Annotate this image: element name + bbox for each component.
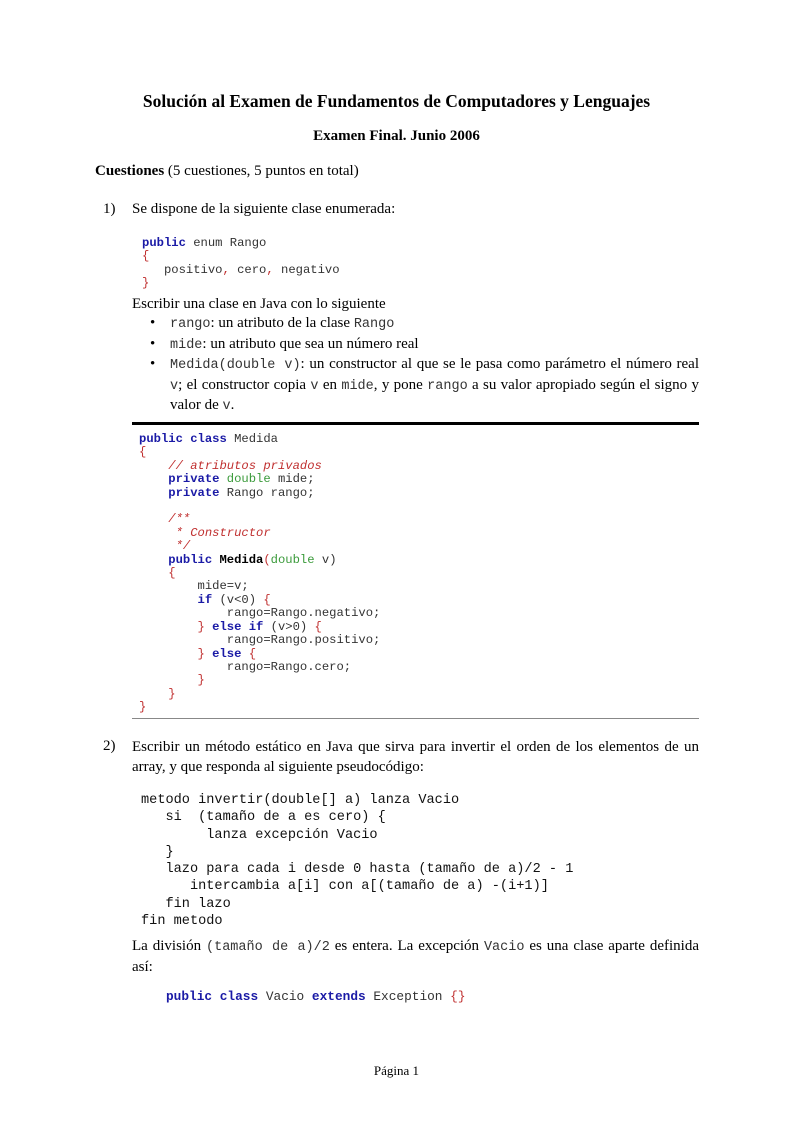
task-intro: Escribir una clase en Java con lo siguiente — [132, 296, 386, 312]
inline-code: v — [222, 399, 231, 414]
code-punct: , — [222, 262, 230, 277]
solution-bottom-rule — [132, 718, 699, 719]
code-text: positivo — [142, 262, 223, 277]
code-punct: ( — [263, 552, 271, 567]
question-intro: Se dispone de la siguiente clase enumerada: — [132, 201, 396, 217]
code-brace: { — [139, 566, 176, 581]
code-punct: , — [266, 262, 274, 277]
code-keyword: private — [139, 485, 220, 500]
code-text: rango=Rango.positivo; — [139, 633, 381, 648]
code-brace: } — [139, 686, 176, 701]
inline-code: v — [170, 378, 179, 394]
page-number: Página 1 — [373, 1063, 420, 1078]
code-text: Exception — [365, 989, 451, 1004]
page-title: Solución al Examen de Fundamentos de Computadores y Lenguajes — [142, 91, 651, 111]
code-keyword: private — [139, 472, 220, 487]
code-brace: } — [139, 646, 205, 661]
item-text: . — [230, 397, 235, 413]
code-text: enum Rango — [185, 236, 267, 250]
code-keyword: if — [139, 592, 213, 607]
code-brace: { — [142, 249, 150, 264]
solution-top-rule — [132, 422, 699, 425]
code-text: mide=v; — [139, 579, 249, 594]
note-text: es una clase aparte definida así: — [132, 938, 699, 975]
code-brace: { — [314, 619, 322, 634]
pseudo-line: fin lazo — [141, 896, 231, 912]
pseudo-line: lazo para cada i desde 0 hasta (tamaño de a)/2 - 1 — [141, 862, 574, 878]
code-keyword: extends — [311, 989, 366, 1004]
inline-code: Medida(double v) — [170, 358, 301, 373]
solution-code-block — [139, 433, 380, 715]
pseudo-line: si (tamaño de a es cero) { — [141, 810, 386, 826]
bullet-icon: • — [150, 315, 156, 331]
question-1-header — [0, 201, 793, 221]
bullet-icon: • — [150, 356, 156, 372]
requirements-list — [132, 314, 699, 417]
code-keyword: public — [142, 236, 186, 250]
code-comment: */ — [139, 539, 191, 554]
page-subtitle: Examen Final. Junio 2006 — [313, 128, 480, 144]
inline-code: (tamaño de a)/2 — [206, 940, 330, 955]
code-text: Vacio — [258, 989, 312, 1004]
question-number: 2) — [103, 738, 116, 754]
code-text: Rango rango; — [219, 485, 315, 500]
code-text: (v<0) — [212, 592, 264, 607]
division-note — [132, 937, 699, 977]
pseudo-line: intercambia a[i] con a[(tamaño de a) -(i+1)] — [141, 879, 549, 895]
code-keyword: else if — [204, 619, 264, 634]
inline-code: Vacio — [483, 940, 525, 955]
list-item — [132, 355, 699, 417]
section-label: Cuestiones — [95, 163, 165, 179]
inline-code: Rango — [353, 317, 395, 332]
code-brace: { — [263, 592, 271, 607]
item-text: ; el constructor copia — [178, 376, 311, 393]
bullet-icon: • — [150, 335, 156, 352]
list-item — [132, 314, 699, 335]
inline-code: v — [310, 378, 319, 394]
question-intro: Escribir un método estático en Java que sirva para invertir el orden de los elementos de un array, y que responda al siguiente pseudocódigo: — [132, 739, 699, 775]
enum-code-block — [142, 237, 340, 291]
code-brace: { — [241, 646, 257, 661]
code-keyword: public — [139, 552, 213, 567]
pseudo-line: lanza excepción Vacio — [141, 827, 378, 843]
item-text: , y pone — [373, 376, 428, 393]
question-2-header — [0, 738, 793, 780]
inline-code: rango — [427, 378, 468, 394]
code-text: rango=Rango.cero; — [139, 659, 352, 674]
code-keyword: public class — [139, 432, 227, 446]
code-brace: } — [142, 276, 150, 291]
code-brace: {} — [450, 989, 466, 1004]
list-item — [132, 335, 699, 356]
code-method-name: Medida — [212, 552, 264, 567]
code-comment: /** — [139, 512, 191, 527]
code-text: cero — [229, 262, 267, 277]
pseudo-line: } — [141, 844, 174, 860]
note-text: La división — [132, 938, 206, 954]
code-text: Medida — [226, 432, 278, 446]
code-brace: } — [139, 619, 205, 634]
inline-code: rango — [170, 317, 211, 332]
code-brace: } — [139, 673, 205, 688]
vacio-code-line — [166, 990, 466, 1003]
pseudo-line: metodo invertir(double[] a) lanza Vacio — [141, 793, 460, 808]
code-text: (v>0) — [263, 619, 315, 634]
code-text: negativo — [273, 262, 340, 277]
code-keyword: public class — [166, 989, 259, 1004]
code-comment: // atributos privados — [139, 458, 322, 473]
item-text: : un atributo que sea un número real — [202, 335, 419, 352]
inline-code: mide — [341, 378, 374, 394]
section-heading — [95, 163, 359, 180]
code-text: v) — [314, 552, 337, 567]
item-text: a su valor apropiado según el signo y valor de — [170, 376, 699, 413]
item-text: en — [318, 376, 342, 393]
code-text: mide; — [270, 472, 315, 487]
pseudocode-block — [141, 792, 573, 930]
item-text: : un atributo de la clase — [210, 315, 354, 331]
code-type: double — [219, 472, 271, 487]
pseudo-line: fin metodo — [141, 914, 223, 930]
question-number: 1) — [103, 201, 116, 217]
note-text: es entera. La excepción — [329, 938, 484, 954]
code-brace: { — [139, 445, 147, 460]
code-type: double — [270, 552, 315, 567]
inline-code: mide — [170, 337, 203, 353]
code-keyword: else — [204, 646, 242, 661]
code-comment: * Constructor — [139, 525, 271, 540]
item-text: : un constructor al que se le pasa como parámetro el número real — [300, 356, 699, 372]
code-text: rango=Rango.negativo; — [139, 606, 381, 621]
code-brace: } — [139, 700, 147, 715]
section-note: (5 cuestiones, 5 puntos en total) — [164, 163, 359, 179]
